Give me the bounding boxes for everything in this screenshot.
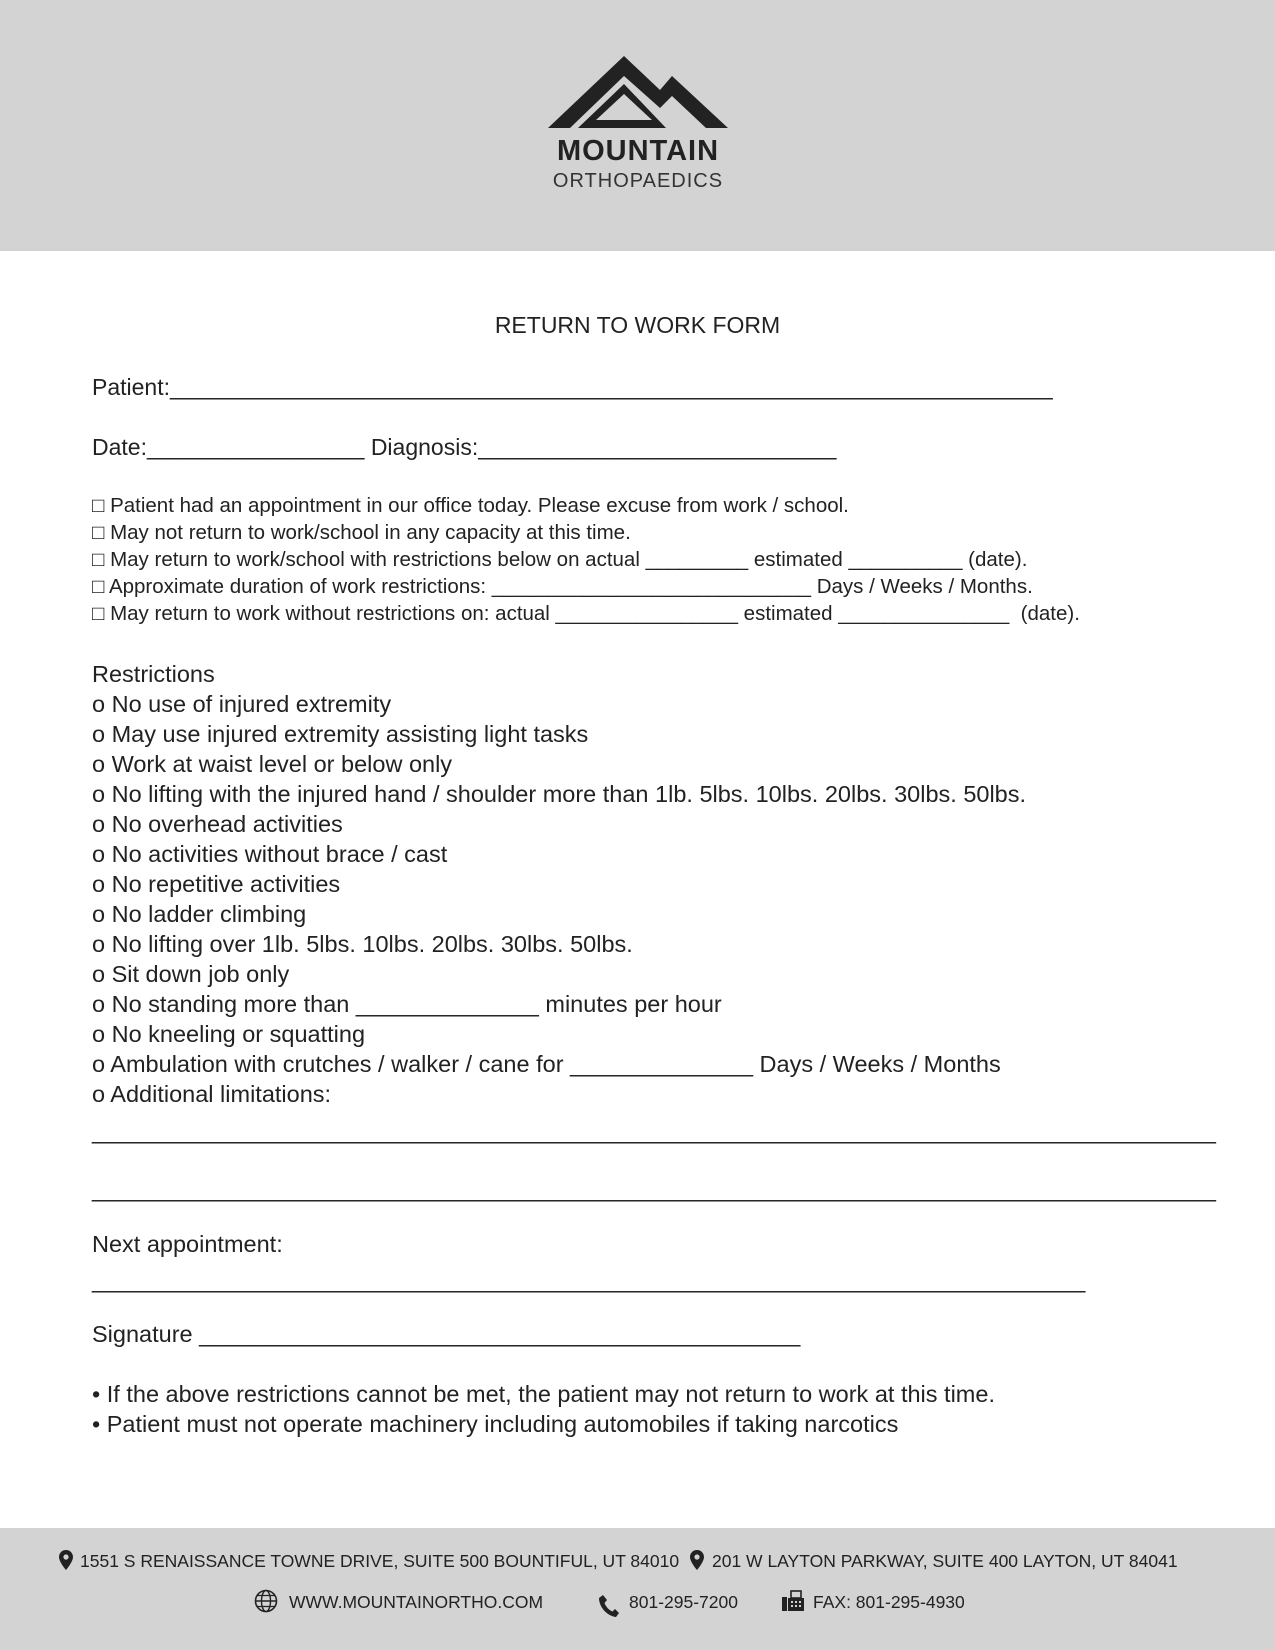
checkbox-item[interactable]: □ May return to work/school with restrictions below on actual _________ estimated __________ (date). — [92, 548, 1028, 571]
restriction-item[interactable]: o No use of injured extremity — [92, 691, 392, 717]
note-item: • Patient must not operate machinery including automobiles if taking narcotics — [92, 1411, 899, 1437]
restriction-item[interactable]: o Work at waist level or below only — [92, 751, 453, 777]
date-diagnosis-field[interactable]: Date:_________________ Diagnosis:____________________________ — [92, 434, 837, 460]
address-bountiful: 1551 S RENAISSANCE TOWNE DRIVE, SUITE 500 BOUNTIFUL, UT 84010 — [80, 1551, 680, 1571]
restriction-item[interactable]: o Additional limitations: — [92, 1081, 332, 1107]
restriction-item[interactable]: o Ambulation with crutches / walker / cane for ______________ Days / Weeks / Months — [92, 1051, 1001, 1077]
header-band — [0, 0, 1275, 251]
checkbox-item[interactable]: □ May return to work without restrictions on: actual ________________ estimated _______________ (date). — [92, 602, 1080, 625]
additional-limitations-line[interactable]: ______________________________________________________________________________________ — [92, 1176, 1216, 1202]
logo — [538, 54, 738, 204]
checkbox-item[interactable]: □ Approximate duration of work restrictions: ____________________________ Days / Weeks / Months. — [92, 575, 1033, 598]
restriction-item[interactable]: o No overhead activities — [92, 811, 343, 837]
next-appointment-field[interactable]: ____________________________________________________________________________ — [92, 1267, 1086, 1293]
phone-number[interactable]: 801-295-7200 — [629, 1592, 738, 1612]
restriction-item[interactable]: o No ladder climbing — [92, 901, 307, 927]
location-pin-icon — [690, 1550, 704, 1570]
checkbox-item[interactable]: □ May not return to work/school in any capacity at this time. — [92, 521, 631, 544]
restriction-item[interactable]: o No lifting with the injured hand / shoulder more than 1lb. 5lbs. 10lbs. 20lbs. 30lbs. 50lbs. — [92, 781, 1027, 807]
globe-icon — [254, 1589, 278, 1613]
checkbox-item[interactable]: □ Patient had an appointment in our office today. Please excuse from work / school. — [92, 494, 849, 517]
logo-subtitle: ORTHOPAEDICS — [552, 170, 724, 192]
website-link[interactable]: WWW.MOUNTAINORTHO.COM — [289, 1592, 544, 1612]
form-title: RETURN TO WORK FORM — [494, 312, 781, 338]
address-layton: 201 W LAYTON PARKWAY, SUITE 400 LAYTON, UT 84041 — [712, 1551, 1178, 1571]
fax-icon — [781, 1590, 805, 1612]
restriction-item[interactable]: o No standing more than ______________ minutes per hour — [92, 991, 722, 1017]
mountain-logo-icon — [548, 54, 728, 132]
logo-name: MOUNTAIN — [556, 135, 720, 167]
note-item: • If the above restrictions cannot be met, the patient may not return to work at this time. — [92, 1381, 995, 1407]
restriction-item[interactable]: o No repetitive activities — [92, 871, 341, 897]
restriction-item[interactable]: o No kneeling or squatting — [92, 1021, 366, 1047]
restrictions-heading: Restrictions — [92, 661, 215, 687]
next-appointment-label: Next appointment: — [92, 1231, 283, 1257]
signature-field[interactable]: Signature ______________________________________________ — [92, 1321, 801, 1347]
location-pin-icon — [59, 1550, 73, 1570]
phone-icon — [598, 1594, 620, 1618]
additional-limitations-line[interactable]: ______________________________________________________________________________________ — [92, 1118, 1216, 1144]
restriction-item[interactable]: o May use injured extremity assisting light tasks — [92, 721, 589, 747]
footer-band — [0, 1528, 1275, 1650]
patient-field[interactable]: Patient:_____________________________________________________________________ — [92, 374, 1053, 400]
restriction-item[interactable]: o No lifting over 1lb. 5lbs. 10lbs. 20lbs. 30lbs. 50lbs. — [92, 931, 633, 957]
restriction-item[interactable]: o No activities without brace / cast — [92, 841, 448, 867]
fax-number: FAX: 801-295-4930 — [813, 1592, 965, 1612]
restriction-item[interactable]: o Sit down job only — [92, 961, 290, 987]
